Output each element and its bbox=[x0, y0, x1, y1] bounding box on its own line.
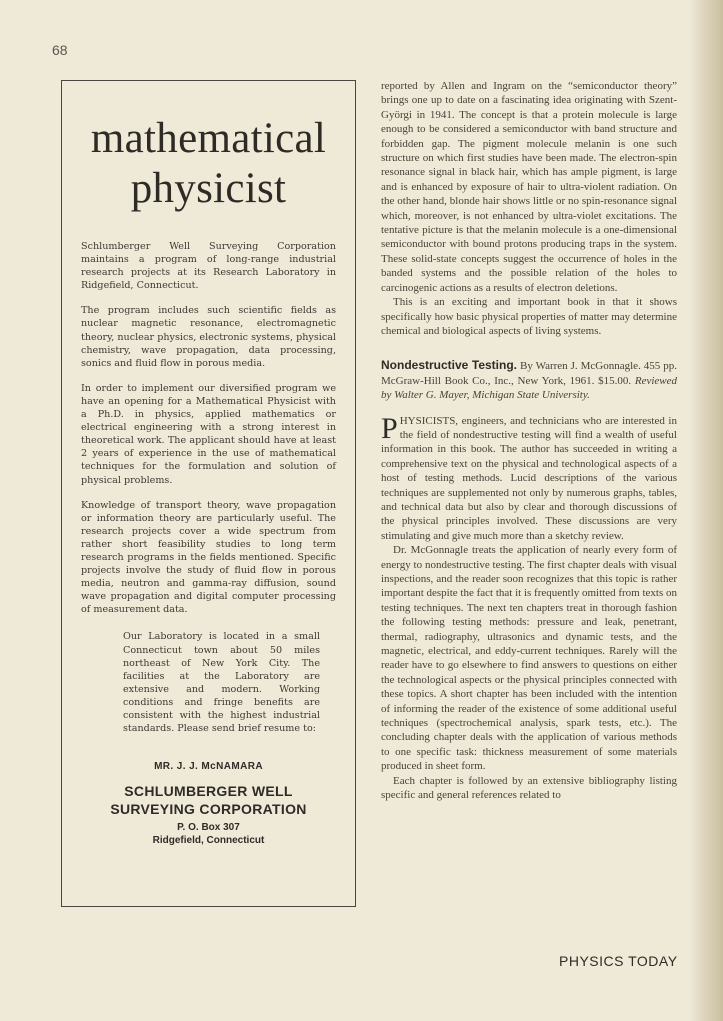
contact-name: MR. J. J. McNAMARA bbox=[154, 761, 263, 773]
address-line1: P. O. Box 307 bbox=[177, 822, 240, 834]
ad-location-paragraph: Our Laboratory is located in a small Connecticut town about 50 miles northeast of New York City. The facilities at the Laboratory are extensive and modern. Working conditions and fringe benefits are consistent with the highest industrial standards. Please send brief resume to: bbox=[123, 631, 320, 735]
review-reviewer: Reviewed by Walter G. Mayer, Michigan State University. bbox=[381, 374, 677, 402]
ad-paragraph: The program includes such scientific fields as nuclear magnetic resonance, electromagnetic theory, nuclear physics, electronic systems, physical chemistry, wave propagation, data processing, sonics and fluid flow in porous media. bbox=[81, 305, 336, 369]
mailing-address bbox=[81, 821, 336, 847]
job-advertisement bbox=[61, 80, 356, 907]
ad-paragraph: In order to implement our diversified program we have an opening for a Mathematical Physicist with a Ph.D. in physics, applied mathematics or electrical engineering with a strong interest in theoretical work. The applicant should have at least 2 years of experience in the use of mathematical techniques for the formulation and solution of physical problems. bbox=[81, 382, 336, 486]
address-line2: Ridgefield, Connecticut bbox=[152, 835, 265, 847]
running-footer: PHYSICS TODAY bbox=[559, 953, 678, 969]
ad-body bbox=[81, 240, 336, 616]
ad-paragraph: Knowledge of transport theory, wave propagation or information theory are particularly useful. The research projects cover a wide spectrum from rather short feasibility studies to long term research programs in the fields mentioned. Specific projects involve the study of fluid flow in porous media, neutron and gamma-ray diffusion, sound wave propagation and digital computer processing of measurement data. bbox=[81, 499, 336, 616]
ad-paragraph: Schlumberger Well Surveying Corporation maintains a program of long-range industrial research projects at its Research Laboratory in Ridgefield, Connecticut. bbox=[81, 241, 336, 292]
review-paragraph: Each chapter is followed by an extensive bibliography listing specific and general references related to bbox=[381, 774, 677, 802]
ad-title bbox=[81, 114, 336, 214]
review-bibliography: By Warren J. McGonnagle. 455 pp. McGraw-Hill Book Co., Inc., New York, 1961. $15.00. bbox=[381, 360, 677, 387]
drop-cap: P bbox=[381, 411, 398, 445]
page-edge-shadow bbox=[689, 0, 723, 1021]
article-paragraph: This is an exciting and important book in that it shows specifically how basic physical properties of matter may determine chemical and biological aspects of living systems. bbox=[381, 296, 677, 337]
article-column bbox=[381, 79, 677, 803]
company-line1: SCHLUMBERGER WELL bbox=[124, 783, 293, 800]
company-name bbox=[81, 782, 336, 818]
review-heading bbox=[381, 358, 677, 402]
ad-title-line1: mathematical bbox=[90, 115, 327, 162]
review-paragraph bbox=[381, 411, 677, 544]
article-paragraph: reported by Allen and Ingram on the “semiconductor theory” brings one up to date on a fascinating idea originating with Szent-Györgi in 1941. The concept is that a protein molecule is large enough to be considered a semiconductor with band structure and forbidden gap. The pigment molecule melanin is one such structure on which first studies have been made. The electron-spin resonance signal in black hair, which has ample pigment, is large and is enhanced by exposure of hair to ultra-violent radiation. On the other hand, blonde hair shows little or no spin-resonance signal which, moreover, is not enhanced by ultra-violet excitations. The tentative picture is that the melanin molecule is a one-dimensional semiconductor with bound protons producing traps in the system. These solid-state concepts suggest the occurrence of holes in the banded systems and the possible relation of the holes to carcinogenic actions as a results of electron deletions. bbox=[381, 80, 677, 294]
ad-contact-block bbox=[81, 761, 336, 847]
review-paragraph: Dr. McGonnagle treats the application of nearly every form of energy to nondestructive testing. The first chapter deals with visual inspections, and the reader soon recognizes that this topic is rather important despite the fact that it is frequently omitted from texts on testing techniques. The next ten chapters treat in thorough fashion the following testing methods: pressure and leak, penetrant, thermal, radiography, ultrasonics and dynamic tests, and the magnetic, electrical, and eddy-current techniques. Rarely will the reader have to go elsewhere to find answers to questions on either the technological aspects or the physical principles connected with these topics. A short chapter has been included with the intention of informing the reader of the existence of some additional useful techniques (spectrochemical analysis, spark tests, etc.). The concluding chapter deals with the application of various methods to one specific task: thickness measurement of some materials produced in sheet form. bbox=[381, 544, 678, 773]
review-paragraph-text: HYSICISTS, engineers, and technicians who are interested in the field of nondestructive testing will find a wealth of useful information in this book. The author has succeeded in writing a comprehensive text on the physical and technological aspects of a host of testing methods. Lucid descriptions of the various techniques are supplemented not only by numerous graphs, tables, and technical data but also by clear and thorough discussions of the physical principles involved. These discussions are very stimulating and give much more than a sketchy review. bbox=[381, 414, 677, 542]
page-number: 68 bbox=[52, 42, 68, 58]
review-book-title: Nondestructive Testing. bbox=[381, 358, 518, 373]
ad-title-line2: physicist bbox=[130, 165, 287, 212]
company-line2: SURVEYING CORPORATION bbox=[110, 801, 307, 818]
